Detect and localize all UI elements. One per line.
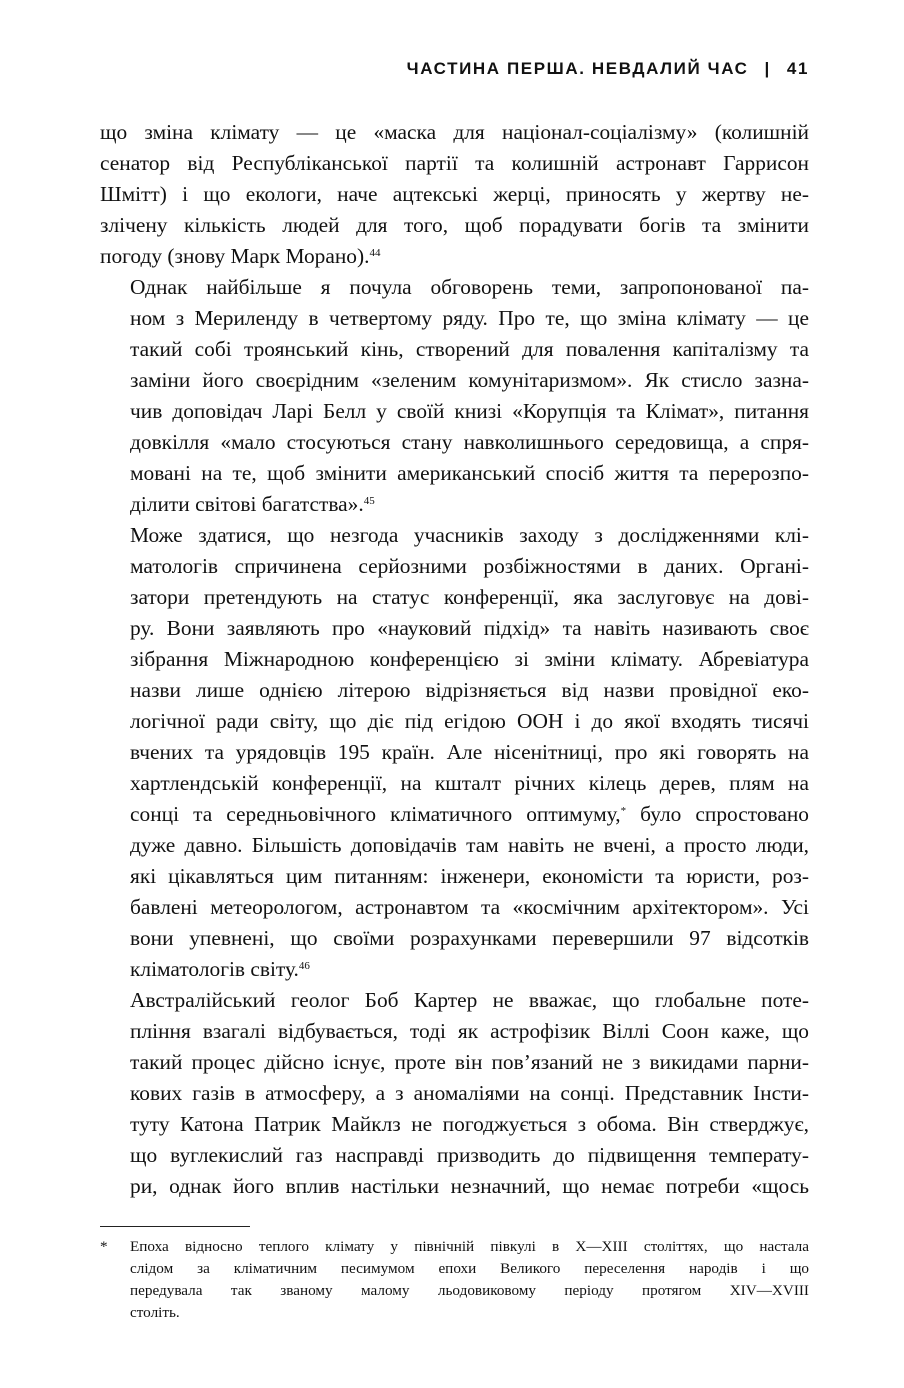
text-line: ру. Вони заявляють про «науковий підхід» та навіть називають своє [130, 616, 809, 640]
footnote-line: століть. [130, 1304, 180, 1321]
text-line: вони упевнені, що своїми розрахунками перевершили 97 відсотків [130, 926, 809, 950]
text-line: Однак найбільше я почула обговорень теми, запропонованої па- [130, 275, 809, 299]
chapter-title: ЧАСТИНА ПЕРША. НЕВДАЛИЙ ЧАС [406, 59, 749, 78]
text-line [100, 954, 809, 985]
text-fragment: ділити світові багатства». [130, 492, 364, 516]
footnote-line: слідом за кліматичним песимумом епохи Великого переселення народів і що [130, 1260, 809, 1277]
text-line: логічної ради світу, що діє під егідою ООН і до якої входять тисячі [130, 709, 809, 733]
text-line: чив доповідач Ларі Белл у своїй книзі «Корупція та Клімат», питання [130, 399, 809, 423]
text-line: кових газів в атмосферу, а з аномаліями на сонці. Представник Інсти- [130, 1081, 809, 1105]
text-line: Австралійський геолог Боб Картер не вважає, що глобальне поте- [130, 988, 809, 1012]
text-line: туту Катона Патрик Майклз не погоджується з обома. Він стверджує, [130, 1112, 809, 1136]
paragraph-4 [100, 985, 809, 1202]
text-line: зібрання Міжнародною конференцією зі зміни клімату. Абревіатура [130, 647, 809, 671]
text-line [100, 489, 809, 520]
text-line: затори претендують на статус конференції, яка заслуговує на дові- [130, 585, 809, 609]
page-number: 41 [786, 59, 809, 78]
endnote-ref: 46 [298, 960, 310, 972]
text-line: вчених та урядовців 195 країн. Але нісенітниці, про які говорять на [130, 740, 809, 764]
text-fragment: кліматологів світу. [130, 957, 299, 981]
text-line: такий собі троянський кінь, створений для повалення капіталізму та [130, 337, 809, 361]
paragraph-2 [100, 272, 809, 520]
text-line: Може здатися, що незгода учасників заходу з дослідженнями клі- [130, 523, 809, 547]
text-line: хартлендській конференції, на кшталт річних кілець дерев, плям на [130, 771, 809, 795]
text-line [100, 241, 809, 272]
text-line: дуже давно. Більшість доповідачів там навіть не вчені, а просто люди, [130, 833, 809, 857]
text-line: що зміна клімату — це «маска для націонал-соціалізму» (колишній [100, 120, 809, 144]
body-text [100, 117, 809, 1202]
footnote-line: Епоха відносно теплого клімату у північній півкулі в X—XIII століттях, що настала [130, 1238, 809, 1255]
paragraph-3 [100, 520, 809, 985]
text-line: заміни його своєрідним «зеленим комунітаризмом». Як стисло зазна- [130, 368, 809, 392]
text-fragment: погоду (знову Марк Морано). [100, 244, 370, 268]
footnote-line: передувала так званому малому льодовиковому періоду протягом XIV—XVIII [130, 1282, 809, 1299]
text-fragment: сонці та середньовічного кліматичного оптимуму, [130, 802, 621, 826]
text-line: Шмітт) і що екологи, наче ацтекські жерці, приносять у жертву не- [100, 182, 809, 206]
footnote-divider [100, 1226, 250, 1227]
footnote-mark: * [100, 1238, 108, 1255]
footnote-text [130, 1236, 809, 1324]
text-line: сенатор від Республіканської партії та колишній астронавт Гаррисон [100, 151, 809, 175]
text-line [100, 799, 809, 830]
text-line: матологів спричинена серйозними розбіжностями в даних. Органі- [130, 554, 809, 578]
text-line: довкілля «мало стосуються стану навколишнього середовища, а спря- [130, 430, 809, 454]
text-line: що вуглекислий газ насправді призводить до підвищення температу- [130, 1143, 809, 1167]
text-line: пління взагалі відбувається, тоді як астрофізик Віллі Соон каже, що [130, 1019, 809, 1043]
endnote-ref: 45 [363, 495, 375, 507]
text-line: злічену кількість людей для того, щоб порадувати богів та змінити [100, 213, 809, 237]
header-separator: | [764, 59, 771, 78]
text-fragment: було спростовано [626, 802, 809, 826]
text-line: ном з Мериленду в четвертому ряду. Про те, що зміна клімату — це [130, 306, 809, 330]
footnote [100, 1236, 809, 1324]
text-line: бавлені метеорологом, астронавтом та «космічним архітектором». Усі [130, 895, 809, 919]
paragraph-1 [100, 117, 809, 272]
text-line: мовані на те, щоб змінити американський спосіб життя та перерозпо- [130, 461, 809, 485]
endnote-ref: 44 [369, 247, 381, 259]
text-line: такий процес дійсно існує, проте він пов’язаний не з викидами парни- [130, 1050, 809, 1074]
text-line: ри, однак його вплив настільки незначний, що немає потреби «щось [130, 1174, 809, 1198]
text-line: які цікавляться цим питанням: інженери, економісти та юристи, роз- [130, 864, 809, 888]
footnote-ref: * [620, 805, 627, 817]
running-header [407, 59, 809, 79]
text-line: назви лише однією літерою відрізняється від назви провідної еко- [130, 678, 809, 702]
